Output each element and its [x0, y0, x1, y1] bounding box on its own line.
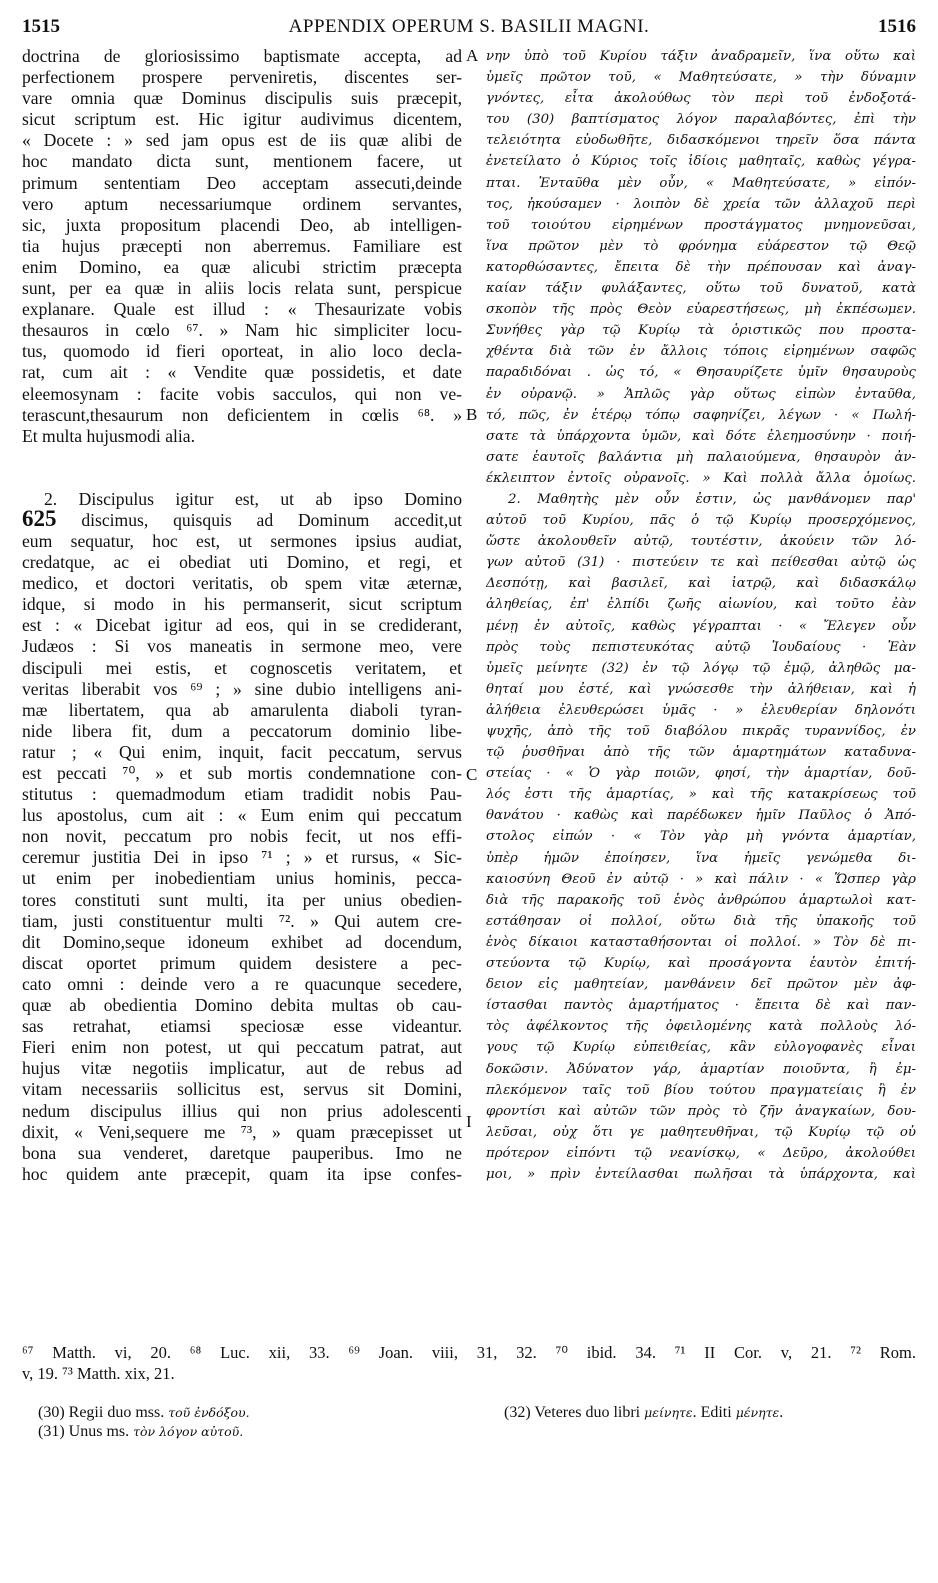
- margin-marker-a: A: [466, 46, 479, 65]
- greek-line: έκλειπτον ἐντοῖς οὐρανοῖς. » Καὶ πολλὰ ἄλλα ὁμοίως.: [486, 470, 916, 486]
- greek-line: πται. Ἐνταῦθα μὲν οὖν, « Μαθητεύσατε, » εἰπόν-: [486, 175, 916, 191]
- latin-line: tores constituti sunt multi, ita per unius obedien-: [22, 889, 462, 910]
- latin-line: mæ libertatem, qua ab amarulenta diaboli tyran-: [22, 699, 462, 720]
- greek-line: νην ὑπὸ τοῦ Κυρίου τάξιν ἀναδραμεῖν, ἵνα οὕτω καὶ: [486, 49, 916, 64]
- column-number-mark: 625: [22, 509, 57, 531]
- latin-line: cato omni : deinde vero a re quacunque secedere,: [22, 973, 462, 994]
- latin-paragraph-2-opening: 2. Discipulus igitur est, ut ab ipso Domino: [44, 488, 462, 509]
- greek-line: θανάτου · καθὼς καὶ παρέδωκεν ἡμῖν Παῦλος ὁ Ἀπό-: [486, 808, 916, 824]
- latin-line: ratur ; « Qui enim, inquit, facit peccatum, servus: [22, 741, 462, 762]
- page-number-right: 1516: [878, 16, 916, 37]
- latin-line: lus apostolus, cum ait : « Eum enim qui peccatum: [22, 805, 462, 826]
- latin-line: medico, et doctori veritatis, ob spem vitæ æternæ,: [22, 573, 462, 594]
- latin-line: veritas liberabit vos ⁶⁹ ; » sine dubio intelligens ani-: [22, 678, 462, 699]
- latin-line: sicut scriptum est. Hic igitur audivimus dicentem,: [22, 109, 462, 130]
- greek-line: τος, ἠκούσαμεν · λοιπὸν δὲ χρεία τῶν ἀλλαχοῦ περὶ: [486, 196, 916, 212]
- greek-line: ἵνα πρῶτον μὲν τὸ φρόνημα εὐάρεστον τῷ Θεῷ: [486, 238, 916, 254]
- greek-line: κατορθώσαντες, ἔπειτα δὲ τὴν πρέπουσαν καὶ ἀναγ-: [486, 259, 916, 275]
- greek-line: ὑμεῖς πρῶτον τοῦ, « Μαθητεύσατε, » τὴν δύναμιν: [486, 70, 916, 86]
- variant-note-31: (31) Unus ms. τὸν λόγον αὐτοῦ.: [38, 1423, 244, 1440]
- greek-line: σατε ἑαυτοῖς βαλάντια μὴ παλαιούμενα, θησαυρὸν ἀν-: [486, 449, 916, 465]
- greek-column: [486, 46, 916, 1185]
- latin-line: enim Domino, ea quæ alicubi strictim præcepta: [22, 256, 462, 277]
- latin-line: nide libera fit, dum a peccatorum dominio libe-: [22, 720, 462, 741]
- greek-line: πρὸς τοὺς πεπιστευκότας αὐτῷ Ἰουδαίους · Ἐὰν: [486, 639, 916, 655]
- margin-marker-d: I: [466, 1112, 472, 1131]
- greek-line: ὑπὲρ ἡμῶν ἐποίησεν, ἵνα ἡμεῖς γενώμεθα δι-: [486, 850, 916, 866]
- latin-line: tia hujus præcepti non aberremus. Familiare est: [22, 235, 462, 256]
- latin-line: idque, si modo in his permanserit, sicut scriptum: [22, 594, 462, 615]
- greek-line: παραδιδόναι . ὡς τό, « Θησαυρίζετε ὑμῖν θησαυροὺς: [486, 365, 916, 381]
- variant-notes-right: [504, 1403, 924, 1422]
- paragraph-gap: [22, 447, 462, 489]
- latin-line: ut enim per inobedientiam unius hominis, pecca-: [22, 868, 462, 889]
- latin-line: « Docete : » sed jam opus est de iis quæ alibi de: [22, 130, 462, 151]
- greek-line: στεύοντα τῷ Κυρίῳ, καὶ προσάγοντα ἑαυτὸν ἐπιτή-: [486, 956, 916, 972]
- page-number-left: 1515: [22, 16, 60, 37]
- greek-line: τοῦ τοιούτου εἰρημένων προστάγματος μνημονεῦσαι,: [486, 217, 916, 233]
- latin-line: est : « Dicebat igitur ad eos, qui in se crediderant,: [22, 615, 462, 636]
- latin-line: discipuli mei estis, et cognoscetis veritatem, et: [22, 657, 462, 678]
- greek-line: μένῃ ἐν αὐτοῖς, καθὼς γέγραπται · « Ἔλεγεν οὖν: [486, 618, 916, 634]
- greek-line: γους τῷ Κυρίῳ εὐπειθείας, κἂν εὐλογοφανὲς εἶναι: [486, 1040, 916, 1056]
- latin-line: discat oportet primum quidem desistere a pec-: [22, 952, 462, 973]
- greek-line: γων αὐτοῦ (31) · πιστεύειν τε καὶ πείθεσθαι αὐτῷ ὡς: [486, 555, 916, 571]
- footnote-line-2: v, 19. ⁷³ Matth. xix, 21.: [22, 1364, 175, 1383]
- latin-line: sas retrahat, etiamsi speciosæ esse videantur.: [22, 1016, 462, 1037]
- greek-line: καιοσύνη Θεοῦ ἐν αὐτῷ · » καὶ πάλιν · « Ὥσπερ γὰρ: [486, 871, 916, 887]
- greek-line: στείας · « Ὁ γὰρ ποιῶν, φησί, τὴν ἁμαρτίαν, δοῦ-: [486, 766, 916, 782]
- margin-marker-c: C: [466, 765, 478, 784]
- greek-line: δοκῶσιν. Ἀδύνατον γάρ, ἁμαρτίαν ποιοῦντα, ἢ ἐμ-: [486, 1061, 916, 1077]
- latin-line: Fieri enim non potest, ut qui peccatum patrat, aut: [22, 1037, 462, 1058]
- greek-line: λός ἐστι τῆς ἁμαρτίας, » καὶ τῆς κατακρίσεως τοῦ: [486, 787, 916, 803]
- greek-line: ὑμεῖς μείνητε (32) ἐν τῷ λόγῳ τῷ ἐμῷ, ἀληθῶς μα-: [486, 660, 916, 676]
- greek-line: εστάθησαν οἱ πολλοί, οὕτω διὰ τῆς ὑπακοῆς τοῦ: [486, 913, 916, 929]
- latin-line: vare omnia quæ Dominus discipulis suis præcepit,: [22, 88, 462, 109]
- margin-marker-b: B: [466, 405, 478, 424]
- running-title: APPENDIX OPERUM S. BASILII MAGNI.: [288, 16, 650, 37]
- greek-line: χθέντα διὰ τῶν ἐν ἄλλοις τόποις εἰρημένων σαφῶς: [486, 344, 916, 360]
- latin-column: [22, 46, 462, 1185]
- latin-line: Judæos : Si vos maneatis in sermone meo, vere: [22, 636, 462, 657]
- greek-line: ἑνὸς δίκαιοι κατασταθήσονται οἱ πολλοί. » Τὸν δὲ πι-: [486, 934, 916, 950]
- latin-line: non novit, peccatum pro nobis fecit, ut nos effi-: [22, 826, 462, 847]
- latin-paragraph-1: [22, 46, 462, 447]
- latin-line: dixit, « Veni,sequere me ⁷³, » quam præcepisset ut: [22, 1121, 462, 1142]
- latin-line: sunt, per ea quæ in aliis locis relata sunt, perspicue: [22, 278, 462, 299]
- latin-line: tiam, justi constituentur multi ⁷². » Qui autem cre-: [22, 910, 462, 931]
- latin-line: ceremur justitia Dei in ipso ⁷¹ ; » et rursus, « Sic-: [22, 847, 462, 868]
- latin-line: eum sequatur, hoc est, ut sermones ipsius audiat,: [22, 530, 462, 551]
- greek-line: λεῦσαι, οὐχ ὅτι γε μαθητευθῆναι, τῷ Κυρίῳ τῷ οὐ: [486, 1124, 916, 1140]
- variant-notes-left: [38, 1403, 468, 1441]
- latin-line: perfectionem prospere perveniretis, discentes ser-: [22, 67, 462, 88]
- greek-line: πλεκόμενον ταῖς τοῦ βίου τούτου πραγματείαις ἢ ἐν: [486, 1082, 916, 1098]
- greek-line: γνόντες, εἶτα ἀκολούθως τὸν περὶ τοῦ ἐνδοξοτά-: [486, 91, 916, 107]
- latin-line: quæ ab obedientia Domino debita multas ob cau-: [22, 995, 462, 1016]
- latin-line: discimus, quisquis ad Dominum accedit,ut: [81, 509, 462, 530]
- greek-line: θηταί μου ἐστέ, καὶ γνώσεσθε τὴν ἀλήθειαν, καὶ ἡ: [486, 681, 916, 697]
- greek-line: 2. Μαθητὴς μὲν οὖν ἐστιν, ὡς μανθάνομεν παρ': [508, 491, 916, 507]
- latin-line: explanare. Quale est illud : « Thesaurizate vobis: [22, 299, 462, 320]
- latin-line: primum sententiam Deo acceptam assecuti,deinde: [22, 172, 462, 193]
- variant-note-30: (30) Regii duo mss. τοῦ ἐνδόξου.: [38, 1404, 250, 1421]
- greek-paragraph-2: [486, 489, 916, 1185]
- greek-line: Δεσπότῃ, καὶ βασιλεῖ, καὶ ἰατρῷ, καὶ διδασκάλῳ: [486, 576, 916, 592]
- greek-line: ἀληθείας, ἐπ' ἐλπίδι ζωῆς αἰωνίου, καὶ τοῦτο ἐὰν: [486, 597, 916, 613]
- greek-line: αὐτοῦ τοῦ Κυρίου, πᾶς ὁ τῷ Κυρίῳ προσερχόμενος,: [486, 513, 916, 529]
- latin-line: eleemosynam : facite vobis sacculos, qui non ve-: [22, 383, 462, 404]
- latin-line: hoc quidem ante præcepit, quam ita ipse confes-: [22, 1163, 462, 1184]
- page-header: [22, 16, 916, 42]
- latin-line: thesauros in cœlo ⁶⁷. » Nam hic simpliciter locu-: [22, 320, 462, 341]
- latin-line: Et multa hujusmodi alia.: [22, 425, 195, 446]
- latin-line: bona sua venderet, daretque pauperibus. Imo ne: [22, 1142, 462, 1163]
- latin-column-mark-line: [22, 510, 462, 531]
- greek-line: φροντίσι καὶ αὐτῶν τῶν πρὸς τὸ ζῆν ἀναγκαίων, δου-: [486, 1103, 916, 1119]
- greek-paragraph-1: [486, 46, 916, 489]
- greek-line: ψυχῆς, ἀπὸ τῆς τοῦ διαβόλου πικρᾶς τυραννίδος, ἐν: [486, 724, 916, 739]
- greek-line: δειον εἰς μαθητείαν, μανθάνειν δεῖ πρῶτον μὲν ἀφ-: [486, 977, 916, 993]
- footnotes: [22, 1342, 916, 1384]
- variant-note-32: (32) Veteres duo libri μείνητε. Editi μένητε.: [504, 1404, 784, 1421]
- latin-line: doctrina de gloriosissimo baptismate accepta, ad: [22, 46, 462, 66]
- greek-line: τελειότητα εὐοδωθῆτε, διδασκόμενοι τηρεῖν ὅσα πάντα: [486, 133, 916, 149]
- greek-line: του (30) βαπτίσματος λόγον παραλαβόντες, ἐπὶ τὴν: [486, 112, 916, 128]
- latin-line: rat, cum ait : « Vendite quæ possidetis, et date: [22, 362, 462, 383]
- greek-line: πρότερον εἰπόντι τῷ νεανίσκῳ, « Δεῦρο, ἀκολούθει: [486, 1145, 916, 1161]
- greek-line: σκοπὸν τῆς πρὸς Θεὸν εὐαρεστήσεως, μὴ ἐκπέσωμεν.: [486, 302, 916, 318]
- latin-paragraph-2: [22, 531, 462, 1185]
- greek-line: διὰ τῆς παρακοῆς τοῦ ἑνὸς ἀνθρώπου ἁμαρτωλοὶ κατ-: [486, 892, 916, 908]
- greek-line: σατε τὰ ὑπάρχοντα ὑμῶν, καὶ δότε ἐλεημοσύνην · ποιή-: [486, 428, 916, 444]
- greek-line: τό, πῶς, ἐν ἑτέρῳ τόπῳ σαφηνίζει, λέγων · « Πωλή-: [486, 407, 916, 423]
- latin-line: vitam necessariis sollicitus est, servus sit Domini,: [22, 1079, 462, 1100]
- latin-line: nedum discipulus illius qui non prius adolescenti: [22, 1100, 462, 1121]
- latin-line: credatque, ac ei obediat uti Domino, et regi, et: [22, 552, 462, 573]
- latin-line: est peccati ⁷⁰, » et sub mortis condemnatione con-: [22, 763, 462, 783]
- greek-line: ἐνετείλατο ὁ Κύριος τοῖς ἰδίοις μαθηταῖς, καθὼς γέγρα-: [486, 154, 916, 170]
- latin-line: sic, juxta propositum placendi Deo, ab intelligen-: [22, 214, 462, 235]
- latin-line: terascunt,thesaurum non deficientem in cœlis ⁶⁸. »: [22, 404, 462, 425]
- greek-line: ἀλήθεια ἐλευθερώσει ὑμᾶς · » ἐλευθερίαν δηλονότι: [486, 702, 916, 718]
- greek-line: μοι, » πρὶν ἐντείλασθαι πωλῆσαι τὰ ὑπάρχοντα, καὶ: [486, 1166, 916, 1182]
- latin-line: tus, quomodo id fieri oporteat, in alio loco decla-: [22, 341, 462, 362]
- latin-line: stitutus : quemadmodum etiam tradidit nobis Pau-: [22, 784, 462, 805]
- greek-line: στολος εἰπών · « Τὸν γὰρ μὴ γνόντα ἁμαρτίαν,: [486, 829, 916, 845]
- greek-line: Συνήθες γὰρ τῷ Κυρίῳ τὰ ὁριστικῶς που προστα-: [486, 323, 916, 339]
- footnote-line-1: ⁶⁷ Matth. vi, 20. ⁶⁸ Luc. xii, 33. ⁶⁹ Joan. viii, 31, 32. ⁷⁰ ibid. 34. ⁷¹ II Cor. v, 21. ⁷² Rom.: [22, 1343, 916, 1362]
- greek-line: ὥστε ἀκολουθεῖν αὐτῷ, τουτέστιν, ἀκούειν τῶν λό-: [486, 534, 916, 550]
- latin-line: hujus vitæ negotiis implicatur, aut de rebus ad: [22, 1058, 462, 1079]
- latin-line: dit Domino,seque idoneum exhibet ad docendum,: [22, 931, 462, 952]
- latin-line: hoc mandato dicta sunt, mentionem facere, ut: [22, 151, 462, 172]
- greek-line: ίστασθαι παντὸς ἁμαρτήματος · ἔπειτα δὲ καὶ παν-: [486, 998, 916, 1014]
- greek-line: καίαν τάξιν φυλάξαντες, οὕτω τοῦ δυνατοῦ, κατὰ: [486, 281, 916, 297]
- latin-line: vero aptum necessariumque ordinem servantes,: [22, 193, 462, 214]
- greek-line: τῷ ῥυσθῆναι ἀπὸ τῆς τῶν ἁμαρτημάτων καταδυνα-: [486, 745, 916, 761]
- greek-line: ἐν οὐρανῷ. » Ἁπλῶς γὰρ οὕτως εἰπὼν ἐνταῦθα,: [486, 386, 916, 402]
- greek-line: τὸς ἀφέλκοντος τῆς ὀφειλομένης κατὰ πολλοὺς λό-: [486, 1019, 916, 1035]
